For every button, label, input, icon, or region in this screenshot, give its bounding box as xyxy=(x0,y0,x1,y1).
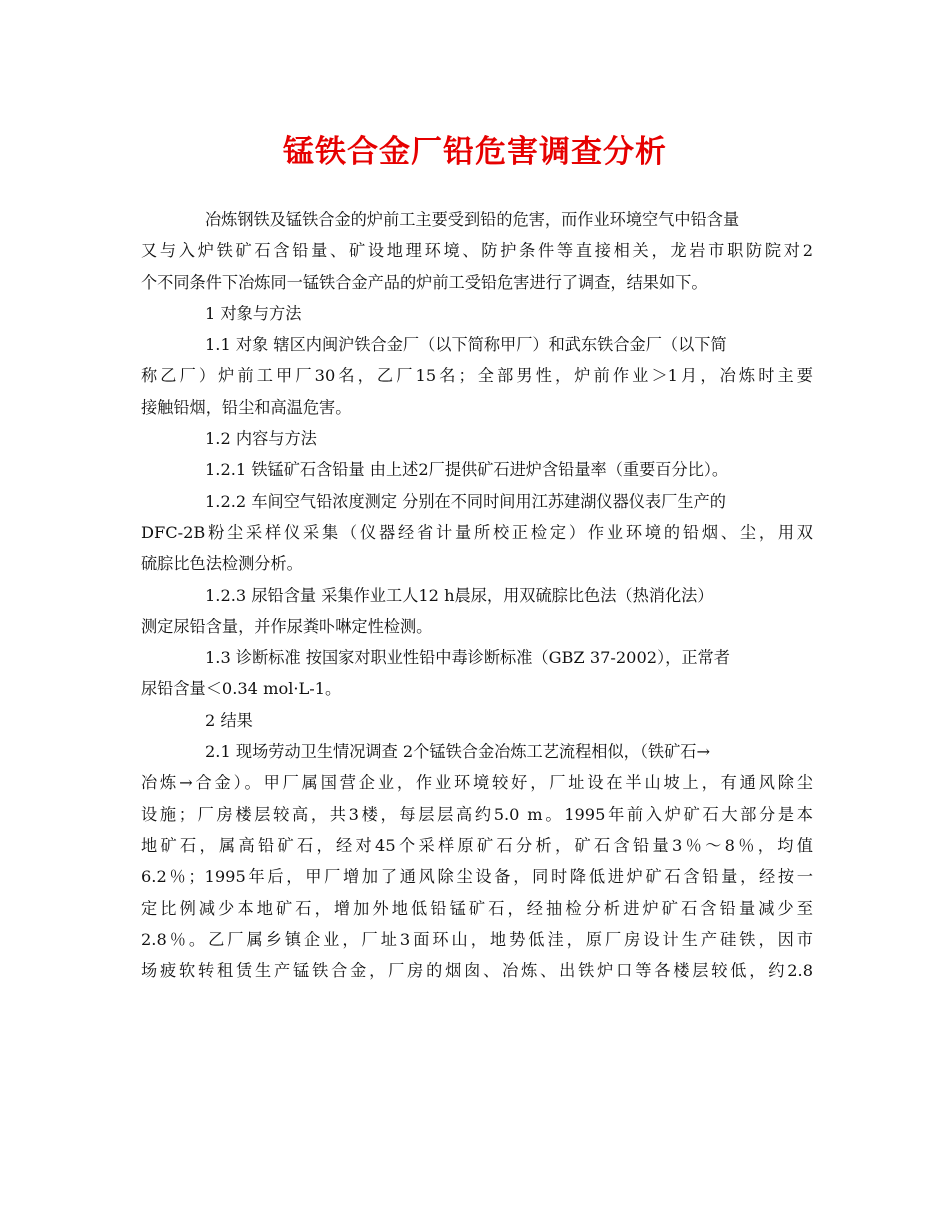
paragraph-line: 地矿石，属高铅矿石，经对45个采样原矿石分析，矿石含铅量3％～8％，均值 xyxy=(141,835,813,855)
paragraph-line: 1.2.1 铁锰矿石含铅量 由上述2厂提供矿石进炉含铅量率（重要百分比）。 xyxy=(205,460,729,480)
paragraph-line: 尿铅含量＜0.34 mol·L-1。 xyxy=(141,679,342,699)
paragraph-line: 场疲软转租赁生产锰铁合金，厂房的烟囱、冶炼、出铁炉口等各楼层较低，约2.8 xyxy=(141,961,813,981)
paragraph-line: 2.8％。乙厂属乡镇企业，厂址3面环山，地势低洼，原厂房设计生产硅铁，因市 xyxy=(141,929,813,949)
paragraph-line: 定比例减少本地矿石，增加外地低铅锰矿石，经抽检分析进炉矿石含铅量减少至 xyxy=(141,898,813,918)
paragraph-line: 接触铅烟，铅尘和高温危害。 xyxy=(141,397,352,417)
paragraph-line: 硫腙比色法检测分析。 xyxy=(141,554,303,574)
paragraph-line: 1.1 对象 辖区内闽沪铁合金厂（以下简称甲厂）和武东铁合金厂（以下简 xyxy=(205,335,727,355)
paragraph-line: 6.2％；1995年后，甲厂增加了通风除尘设备，同时降低进炉矿石含铅量，经按一 xyxy=(141,867,813,887)
paragraph-line: 1.3 诊断标准 按国家对职业性铅中毒诊断标准（GBZ 37-2002），正常者 xyxy=(205,648,730,668)
section-heading: 1 对象与方法 xyxy=(205,303,302,323)
page-title: 锰铁合金厂铅危害调查分析 xyxy=(283,134,667,170)
paragraph-line: 冶炼钢铁及锰铁合金的炉前工主要受到铅的危害，而作业环境空气中铅含量 xyxy=(205,210,740,229)
paragraph-line: 测定尿铅含量，并作尿粪卟啉定性检测。 xyxy=(141,616,433,636)
paragraph-line: 1.2.2 车间空气铅浓度测定 分别在不同时间用江苏建湖仪器仪表厂生产的 xyxy=(205,491,726,511)
section-heading: 1.2 内容与方法 xyxy=(205,429,317,449)
paragraph-line: 1.2.3 尿铅含量 采集作业工人12 h晨尿，用双硫腙比色法（热消化法） xyxy=(205,585,714,605)
paragraph-line: 个不同条件下冶炼同一锰铁合金产品的炉前工受铅危害进行了调查，结果如下。 xyxy=(141,272,708,292)
paragraph-line: 冶炼→合金）。甲厂属国营企业，作业环境较好，厂址设在半山坡上，有通风除尘 xyxy=(141,773,813,793)
paragraph-line: 称乙厂）炉前工甲厂30名，乙厂15名；全部男性，炉前作业＞1月，冶炼时主要 xyxy=(141,366,813,386)
paragraph-line: 又与入炉铁矿石含铅量、矿设地理环境、防护条件等直接相关，龙岩市职防院对2 xyxy=(141,241,813,261)
document-body xyxy=(141,204,813,986)
paragraph-line: DFC-2B粉尘采样仪采集（仪器经省计量所校正检定）作业环境的铅烟、尘，用双 xyxy=(141,522,813,542)
paragraph-line: 设施；厂房楼层较高，共3楼，每层层高约5.0 m。1995年前入炉矿石大部分是本 xyxy=(141,804,813,824)
paragraph-line: 2.1 现场劳动卫生情况调查 2个锰铁合金冶炼工艺流程相似，（铁矿石→ xyxy=(205,742,711,762)
section-heading: 2 结果 xyxy=(205,710,253,730)
